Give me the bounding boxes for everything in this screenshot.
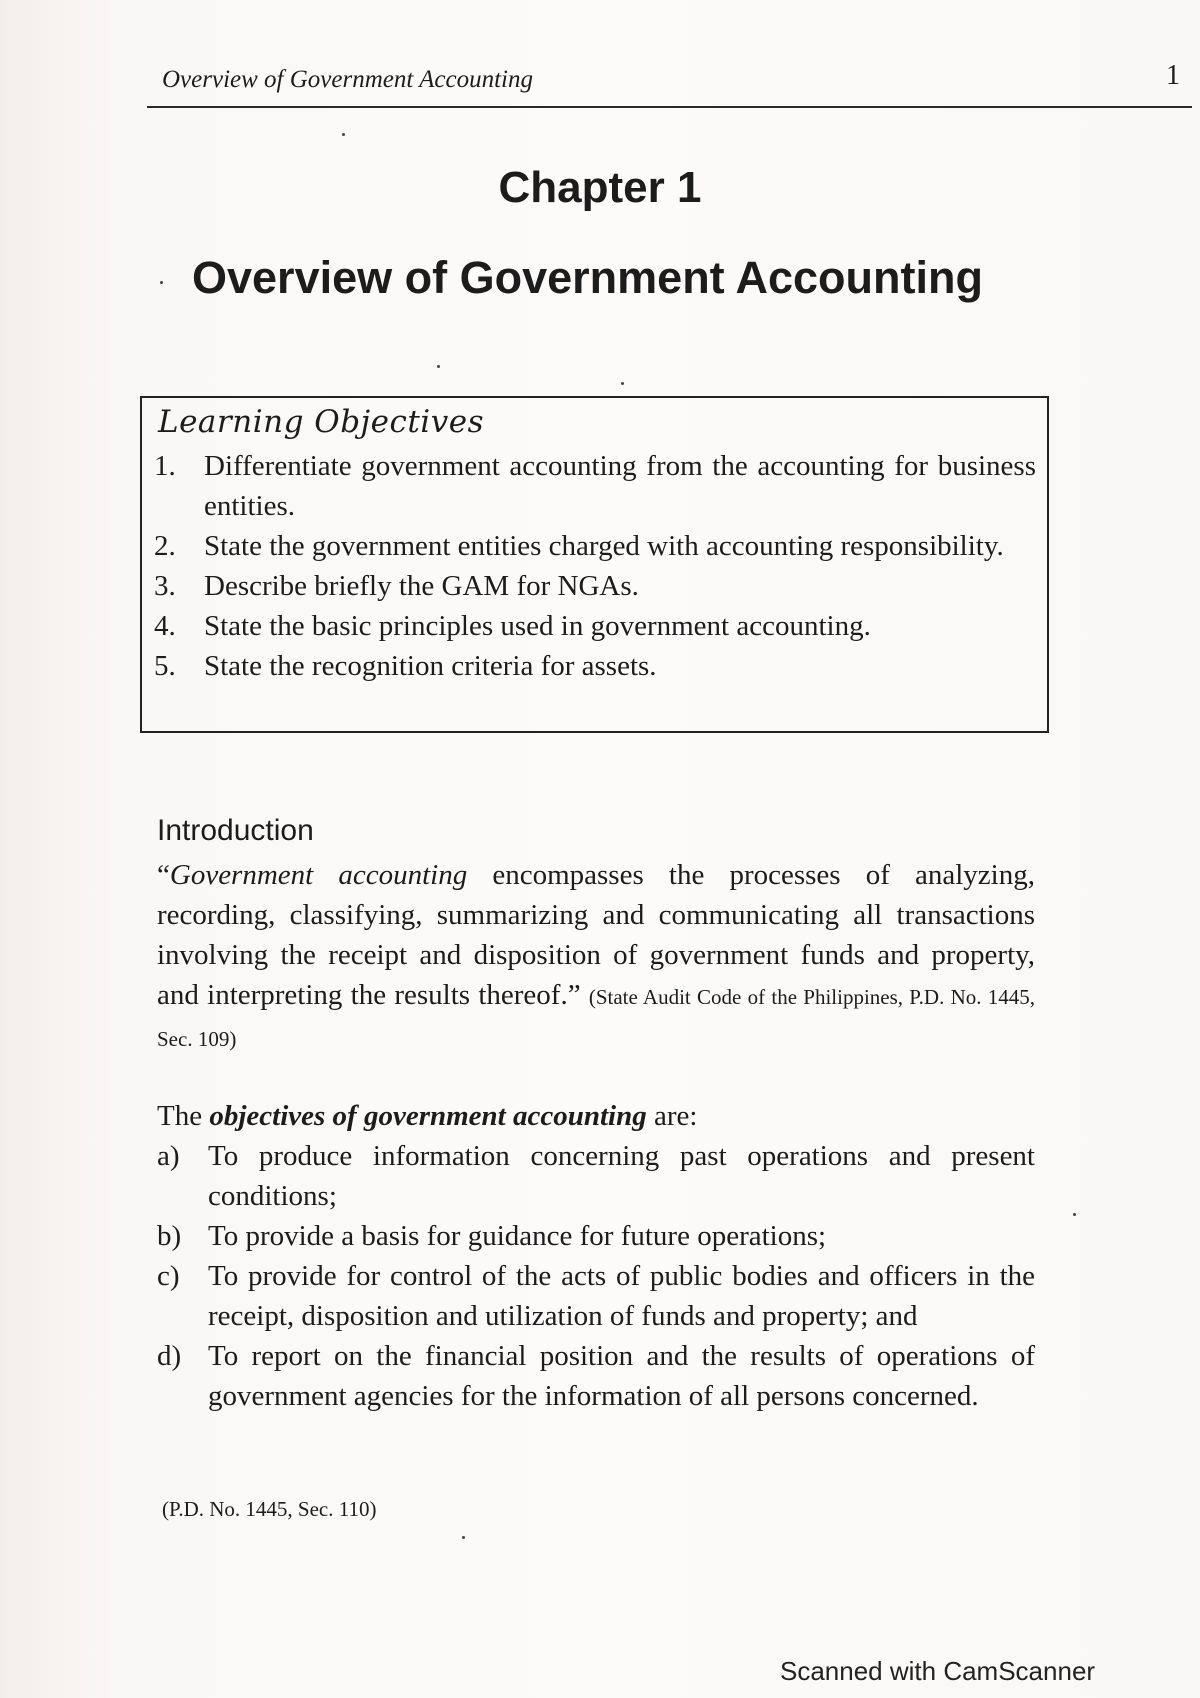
learning-objective-number: 1. [154, 450, 176, 482]
gov-objective-item [157, 1216, 1035, 1256]
gov-objective-text: To provide for control of the acts of public bodies and officers in the receipt, disposition and utilization of funds and property; and [208, 1260, 1035, 1332]
learning-objective-text: Differentiate government accounting from the accounting for business entities. [204, 450, 1036, 522]
learning-objectives-box [140, 396, 1049, 733]
learning-objective-item [154, 566, 1036, 606]
learning-objective-number: 3. [154, 570, 176, 602]
introduction-heading: Introduction [157, 814, 314, 847]
running-header [147, 60, 1192, 108]
gov-objective-letter: a) [157, 1140, 180, 1172]
gov-objective-letter: d) [157, 1340, 182, 1372]
gov-objective-text: To produce information concerning past operations and present conditions; [208, 1140, 1035, 1212]
gov-objectives-intro-before: The [157, 1100, 210, 1132]
introduction-body: encompasses the processes of analyzing, recording, classifying, summarizing and communicating all transactions involving the receipt and disposition of government funds and property, and interpreting the results thereof.” [157, 859, 1035, 1011]
gov-objective-item [157, 1136, 1035, 1216]
gov-objectives-intro-after: are: [646, 1100, 698, 1132]
learning-objective-number: 5. [154, 650, 176, 682]
learning-objectives-list [154, 446, 1036, 686]
learning-objective-item [154, 646, 1036, 686]
gov-objective-item [157, 1256, 1035, 1336]
gov-objectives-citation: (P.D. No. 1445, Sec. 110) [162, 1497, 377, 1521]
introduction-paragraph [157, 855, 1035, 1059]
scan-speck [462, 1536, 465, 1539]
introduction-citation: (State Audit Code of the Philippines, P.D. No. 1445, Sec. 109) [157, 985, 1035, 1051]
gov-objective-text: To report on the financial position and the results of operations of government agencies for the information of all persons concerned. [208, 1340, 1035, 1412]
gov-objectives-emphasis: objectives of government accounting [209, 1100, 647, 1132]
defined-term: Government accounting [169, 859, 468, 891]
learning-objective-item [154, 606, 1036, 646]
learning-objective-number: 2. [154, 530, 176, 562]
scan-speck [437, 365, 440, 368]
scan-speck [621, 382, 624, 385]
chapter-label: Chapter 1 [498, 163, 702, 212]
gov-objective-item [157, 1336, 1035, 1416]
learning-objective-text: Describe briefly the GAM for NGAs. [204, 570, 639, 602]
gov-objectives-list [157, 1136, 1035, 1416]
learning-objective-text: State the recognition criteria for assets. [204, 650, 657, 682]
learning-objective-text: State the government entities charged with accounting responsibility. [204, 530, 1004, 562]
running-title: Overview of Government Accounting [162, 66, 533, 93]
scan-speck [342, 133, 345, 136]
scan-speck [1073, 1213, 1076, 1216]
learning-objective-number: 4. [154, 610, 176, 642]
page-number: 1 [1166, 60, 1180, 91]
scanner-watermark: Scanned with CamScanner [780, 1656, 1096, 1686]
learning-objectives-heading: Learning Objectives [158, 404, 484, 440]
learning-objective-item [154, 526, 1036, 566]
gov-objective-text: To provide a basis for guidance for future operations; [208, 1220, 827, 1252]
chapter-title: Overview of Government Accounting [192, 252, 983, 303]
gov-objectives-intro [157, 1096, 697, 1136]
learning-objective-text: State the basic principles used in government accounting. [204, 610, 871, 642]
open-quote: “ [157, 859, 170, 891]
scan-speck [160, 281, 163, 284]
gov-objective-letter: c) [157, 1260, 180, 1292]
gov-objective-letter: b) [157, 1220, 182, 1252]
learning-objective-item [154, 446, 1036, 526]
